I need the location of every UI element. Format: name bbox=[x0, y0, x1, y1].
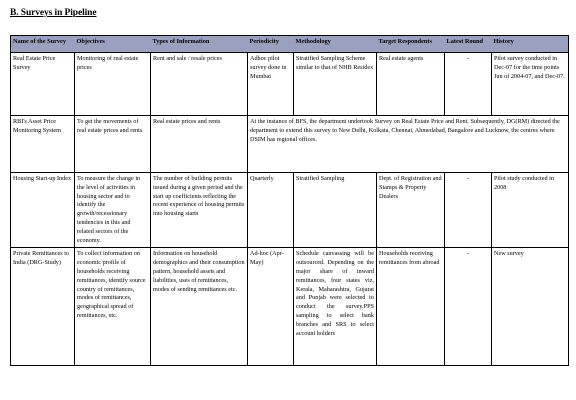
col-header-latest: Latest Round bbox=[445, 36, 492, 53]
cell-history: Pilot study conducted in 2008 bbox=[492, 173, 569, 248]
col-header-periodicity: Periodicity bbox=[248, 36, 294, 53]
cell-objectives: To get the movements of real estate prices and rents bbox=[75, 116, 151, 173]
cell-methodology: Schedule canvassing will be outsourced. Depending on the major share of inward remittances, four states viz, Kerala, Maharashtra, Gujarat and Punjab were selected to conduct the survey.PPS sampling to select bank branches and SRS to select account holders bbox=[294, 248, 377, 366]
cell-name: Real Estate Price Survey bbox=[11, 53, 75, 116]
table-row bbox=[11, 53, 569, 116]
cell-history: Pilot survey conducted in Dec-07 for the time points Jun of 2004-07, and Dec-07. bbox=[492, 53, 569, 116]
col-header-history: History bbox=[492, 36, 569, 53]
table-row bbox=[11, 116, 569, 173]
cell-periodicity: Quarterly bbox=[248, 173, 294, 248]
cell-types: Rent and sale / resale prices bbox=[151, 53, 248, 116]
col-header-objectives: Objectives bbox=[75, 36, 151, 53]
cell-objectives: To measure the change in the level of activities in housing sector and to identify the growth/recessionary tendencies in this and related sectors of the economy. bbox=[75, 173, 151, 248]
cell-types: Information on household demographics and their consumption pattern, household assets and liabilities, uses of remittances, modes of sending remittances etc. bbox=[151, 248, 248, 366]
cell-periodicity: Adhoc pilot survey done in Mumbai bbox=[248, 53, 294, 116]
cell-latest: - bbox=[445, 248, 492, 366]
table-row bbox=[11, 248, 569, 366]
col-header-types: Types of Information bbox=[151, 36, 248, 53]
cell-types: Real estate prices and rents bbox=[151, 116, 248, 173]
cell-objectives: To collect information on economic profile of households receiving remittances, identify source country of remittances, modes of remittances, geographical spread of remittances, etc. bbox=[75, 248, 151, 366]
table-header-row bbox=[11, 36, 569, 53]
cell-objectives: Monitoring of real estate prices bbox=[75, 53, 151, 116]
cell-name: RBI's Asset Price Monitoring System bbox=[11, 116, 75, 173]
cell-target: Real estate agents bbox=[377, 53, 445, 116]
cell-latest: - bbox=[445, 173, 492, 248]
cell-target: Households receiving remittances from abroad bbox=[377, 248, 445, 366]
cell-periodicity: Ad-hoc (Apr-May) bbox=[248, 248, 294, 366]
cell-history: New survey bbox=[492, 248, 569, 366]
cell-name: Housing Start-up Index bbox=[11, 173, 75, 248]
col-header-methodology: Methodology bbox=[294, 36, 377, 53]
cell-methodology: Stratified Sampling Scheme similar to that of NHB Residex bbox=[294, 53, 377, 116]
cell-target: Dept. of Registration and Stamps & Property Dealers bbox=[377, 173, 445, 248]
cell-latest: - bbox=[445, 53, 492, 116]
cell-merged-note: At the instance of BFS, the department undertook Survey on Real Estate Price and Rent. Subsequently, DG(RM) directed the department to extend this survey to New Delhi, Kolkata, Chennai, Ahmedabad, Bangalore and Lucknow, the centres where DSIM has regional offices. bbox=[248, 116, 569, 173]
cell-name: Private Remittances to India (DRG-Study) bbox=[11, 248, 75, 366]
section-heading: B. Surveys in Pipeline bbox=[10, 8, 97, 18]
surveys-table bbox=[10, 35, 569, 366]
cell-methodology: Stratified Sampling bbox=[294, 173, 377, 248]
col-header-target: Target Respondents bbox=[377, 36, 445, 53]
col-header-name: Name of the Survey bbox=[11, 36, 75, 53]
cell-types: The number of building permits issued during a given period and the start up coefficients reflecting the recent experience of housing permits into housing starts bbox=[151, 173, 248, 248]
table-row bbox=[11, 173, 569, 248]
